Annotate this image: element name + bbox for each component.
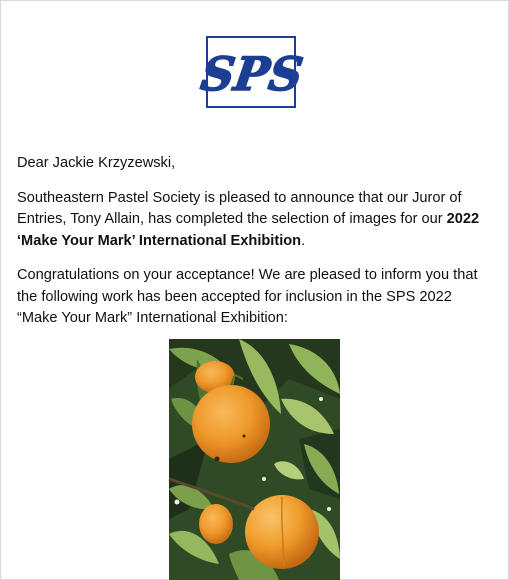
sps-logo bbox=[197, 36, 307, 108]
sps-logo-text: SPS bbox=[197, 47, 307, 101]
letter-body bbox=[17, 153, 493, 343]
accepted-artwork-image bbox=[169, 339, 340, 580]
acceptance-paragraph: Congratulations on your acceptance! We are pleased to inform you that the following work has been accepted for inclusion in the SPS 2022 “Make Your Mark” International Exhibition: bbox=[17, 267, 478, 326]
exhibition-name: 2022 ‘Make Your Mark’ International Exhibition bbox=[17, 211, 480, 249]
announcement-text: Southeastern Pastel Society is pleased to announce that our Juror of Entries, Tony Allain, has completed the selection of images for our bbox=[17, 189, 462, 227]
greeting: Dear Jackie Krzyzewski, bbox=[17, 155, 176, 171]
announcement-end: . bbox=[301, 232, 306, 249]
announcement-paragraph bbox=[17, 188, 493, 253]
